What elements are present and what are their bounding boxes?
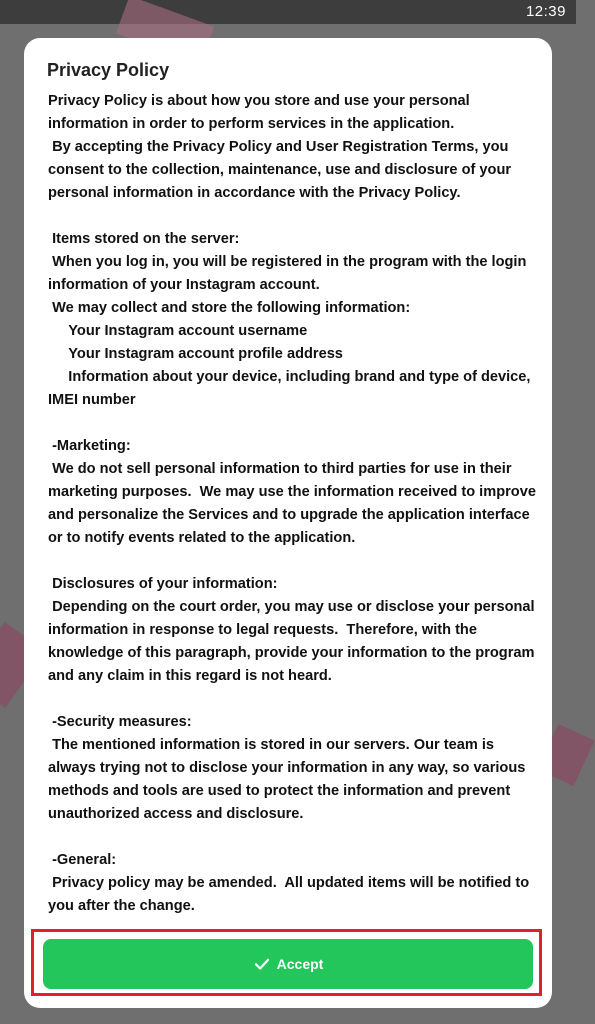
accept-button-label: Accept bbox=[276, 956, 324, 972]
privacy-policy-dialog bbox=[24, 38, 552, 1008]
status-bar bbox=[0, 0, 576, 24]
check-icon bbox=[253, 955, 271, 973]
accept-button[interactable] bbox=[43, 939, 533, 989]
privacy-policy-text[interactable]: Privacy Policy is about how you store and use your personal information in order to perform services in the application. By accepting the Privacy Policy and User Registration Terms, you consent to the collection, maintenance, use and disclosure of your personal information in accordance with the Privacy Policy. Items stored on the server: When you log in, you will be registered in the program with the login information of your Instagram account. We may collect and store the following information: Your Instagram account username Your Instagram account profile address Information about your device, including brand and type of device, IMEI number -Marketing: We do not sell personal information to third parties for use in their marketing purposes. We may use the information received to improve and personalize the Services and to upgrade the application interface or to notify events related to the application. Disclosures of your information: Depending on the court order, you may use or disclose your personal information in response to legal requests. Therefore, with the knowledge of this paragraph, provide your information to the program and any claim in this regard is not heard. -Security measures: The mentioned information is stored in our servers. Our team is always trying not to disclose your information in any way, so various methods and tools are used to protect the information and prevent unauthorized access and disclosure. -General: Privacy policy may be amended. All updated items will be notified to you after the change. bbox=[48, 93, 536, 914]
dialog-title: Privacy Policy bbox=[47, 60, 170, 80]
status-time: 12:39 bbox=[525, 3, 566, 20]
